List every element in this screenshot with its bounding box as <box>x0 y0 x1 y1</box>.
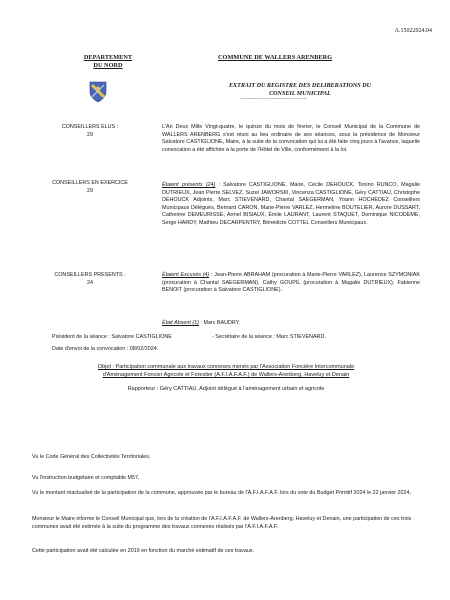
excuses-list: : Jean-Pierre ABRAHAM (procuration à Marie-Pierre VARLEZ), Laurence SZYMONIAK (procuration à Chantal SAEGERMAN), Cathy GOUPIL (procuration à Magalie DUTRIEUX), Fabienne BENOIT (procuration à Salvatore CASTIGLIONE). <box>162 272 420 294</box>
body-vu-m57: Vu l'instruction budgétaire et comptable M57, <box>32 475 140 481</box>
absent-list: : Marc BAUDRY. <box>200 320 241 326</box>
intro-paragraph: L'An Deux Mille Vingt-quatre, le quinze du mois de février, le Conseil Municipal de la Commune de WALLERS ARENBERG s'est réuni au lieu ordinaire de ses séances, sous la présidence de Monsieur Salvatore CASTIGLIONE, Maire, à la suite de la convocation qui lui a été faite cinq jours à l'avance, laquelle convocation a été affichée à la porte de l'Hôtel de Ville, conformément à la loi. <box>162 124 420 153</box>
department-heading <box>68 54 148 70</box>
body-vu-cgct: Vu le Code Général des Collectivités Territoriales, <box>32 454 151 460</box>
commune-crest-icon <box>86 80 110 104</box>
presents-label: Étaient présents (24) <box>162 182 216 188</box>
objet-line2: d'Aménagement Foncier Agricole et Forestier (A.F.I.A.F.A.F.) de Wallers-Arenberg, Haveluy et Denain <box>102 371 350 378</box>
objet-line1: Objet : Participation communale aux travaux connexes menés par l'Association Foncière Intercommunale <box>97 364 355 370</box>
body-vu-montant: Vu le montant réactualisé de la participation de la commune, approuvée par le bureau de l'A.F.I.A.F.A.F. lors du vote du Budget Primitif 2024 le 22 janvier 2024, <box>32 490 411 496</box>
label-conseillers-exercice <box>40 180 140 195</box>
extrait-underline: ------------------------------------ <box>240 97 308 102</box>
commune-heading: COMMUNE DE WALLERS ARENBERG <box>218 54 333 61</box>
extrait-line2: CONSEIL MUNICIPAL <box>269 91 331 97</box>
body-maire-informe: Monsieur le Maire informe le Conseil Municipal que, lors de la création de l'A.F.I.A.F.A.F. de Wallers-Arenberg, Haveluy et Denain, une participation de ces trois communes avait été estimée à la suite du programme des travaux connexes réalisés par l'A.F.I.A.F.A.F. <box>32 516 412 530</box>
objet-block <box>56 364 396 380</box>
presents-list: : Salvatore CASTIGLIONE, Maire, Cécile DEHOUCK, Tonino RUNCO, Magalie DUTRIEUX, Jean Pierre SELVEZ, Suzel JAWORSKI, Vincenza CASTIGLIONE, Géry CATTIAU, Christophe DEHOUCK Adjoints, Marc STIEVENARD, Chantal SAEGERMAN, Yoann HOCHEDEZ Conseillers Municipaux Délégués, Bernard CARON, Marie-Pierre VARLEZ, Hermeline BOUTELIER, Aurore DUSSART, Catherine DEMEURISSE, Armel BISIAUX, Émile LAURANT, Laurent STAQUET, Dominique NICODEME, Serge HARDY, Mathieu DECARPENTRY, Bénédicte COTTEL Conseillers Municipaux. <box>162 182 421 226</box>
document-reference: A.15022024.04 <box>394 28 432 34</box>
label-presents-text: CONSEILLERS PRESENTS : <box>54 272 126 278</box>
rapporteur-line: Rapporteur : Géry CATTIAU, Adjoint délégué à l'aménagement urbain et agricole <box>127 386 325 392</box>
secretaire-line: - Secrétaire de la séance : Marc STIEVENARD. <box>212 334 326 340</box>
excuses-paragraph <box>162 272 420 295</box>
excuses-label: Étaient Excusés (4) <box>162 272 210 278</box>
department-line1: DEPARTEMENT <box>83 54 133 61</box>
body-participation: Cette participation avait été calculée en 2019 en fonction du marché estimatif de ces travaux. <box>32 548 255 554</box>
label-elus-text: CONSEILLERS ELUS : <box>61 124 119 130</box>
presents-paragraph <box>162 182 420 228</box>
extrait-heading <box>200 82 400 98</box>
convocation-line: Date d'envoi de la convocation : 08/02/2024. <box>52 346 159 352</box>
label-elus-count: 29 <box>87 131 93 138</box>
extrait-line1: EXTRAIT DU REGISTRE DES DELIBERATIONS DU <box>228 83 372 89</box>
label-conseillers-elus <box>40 124 140 139</box>
label-presents-count: 24 <box>87 279 93 286</box>
absent-paragraph <box>162 320 420 328</box>
absent-label: Était Absent (1) <box>162 320 199 326</box>
label-conseillers-presents <box>40 272 140 287</box>
label-exercice-count: 29 <box>87 187 93 194</box>
president-line: Président de la séance : Salvatore CASTIGLIONE <box>52 334 172 340</box>
label-exercice-text: CONSEILLERS EN EXERCICE <box>52 180 128 186</box>
department-line2: DU NORD <box>93 62 123 69</box>
